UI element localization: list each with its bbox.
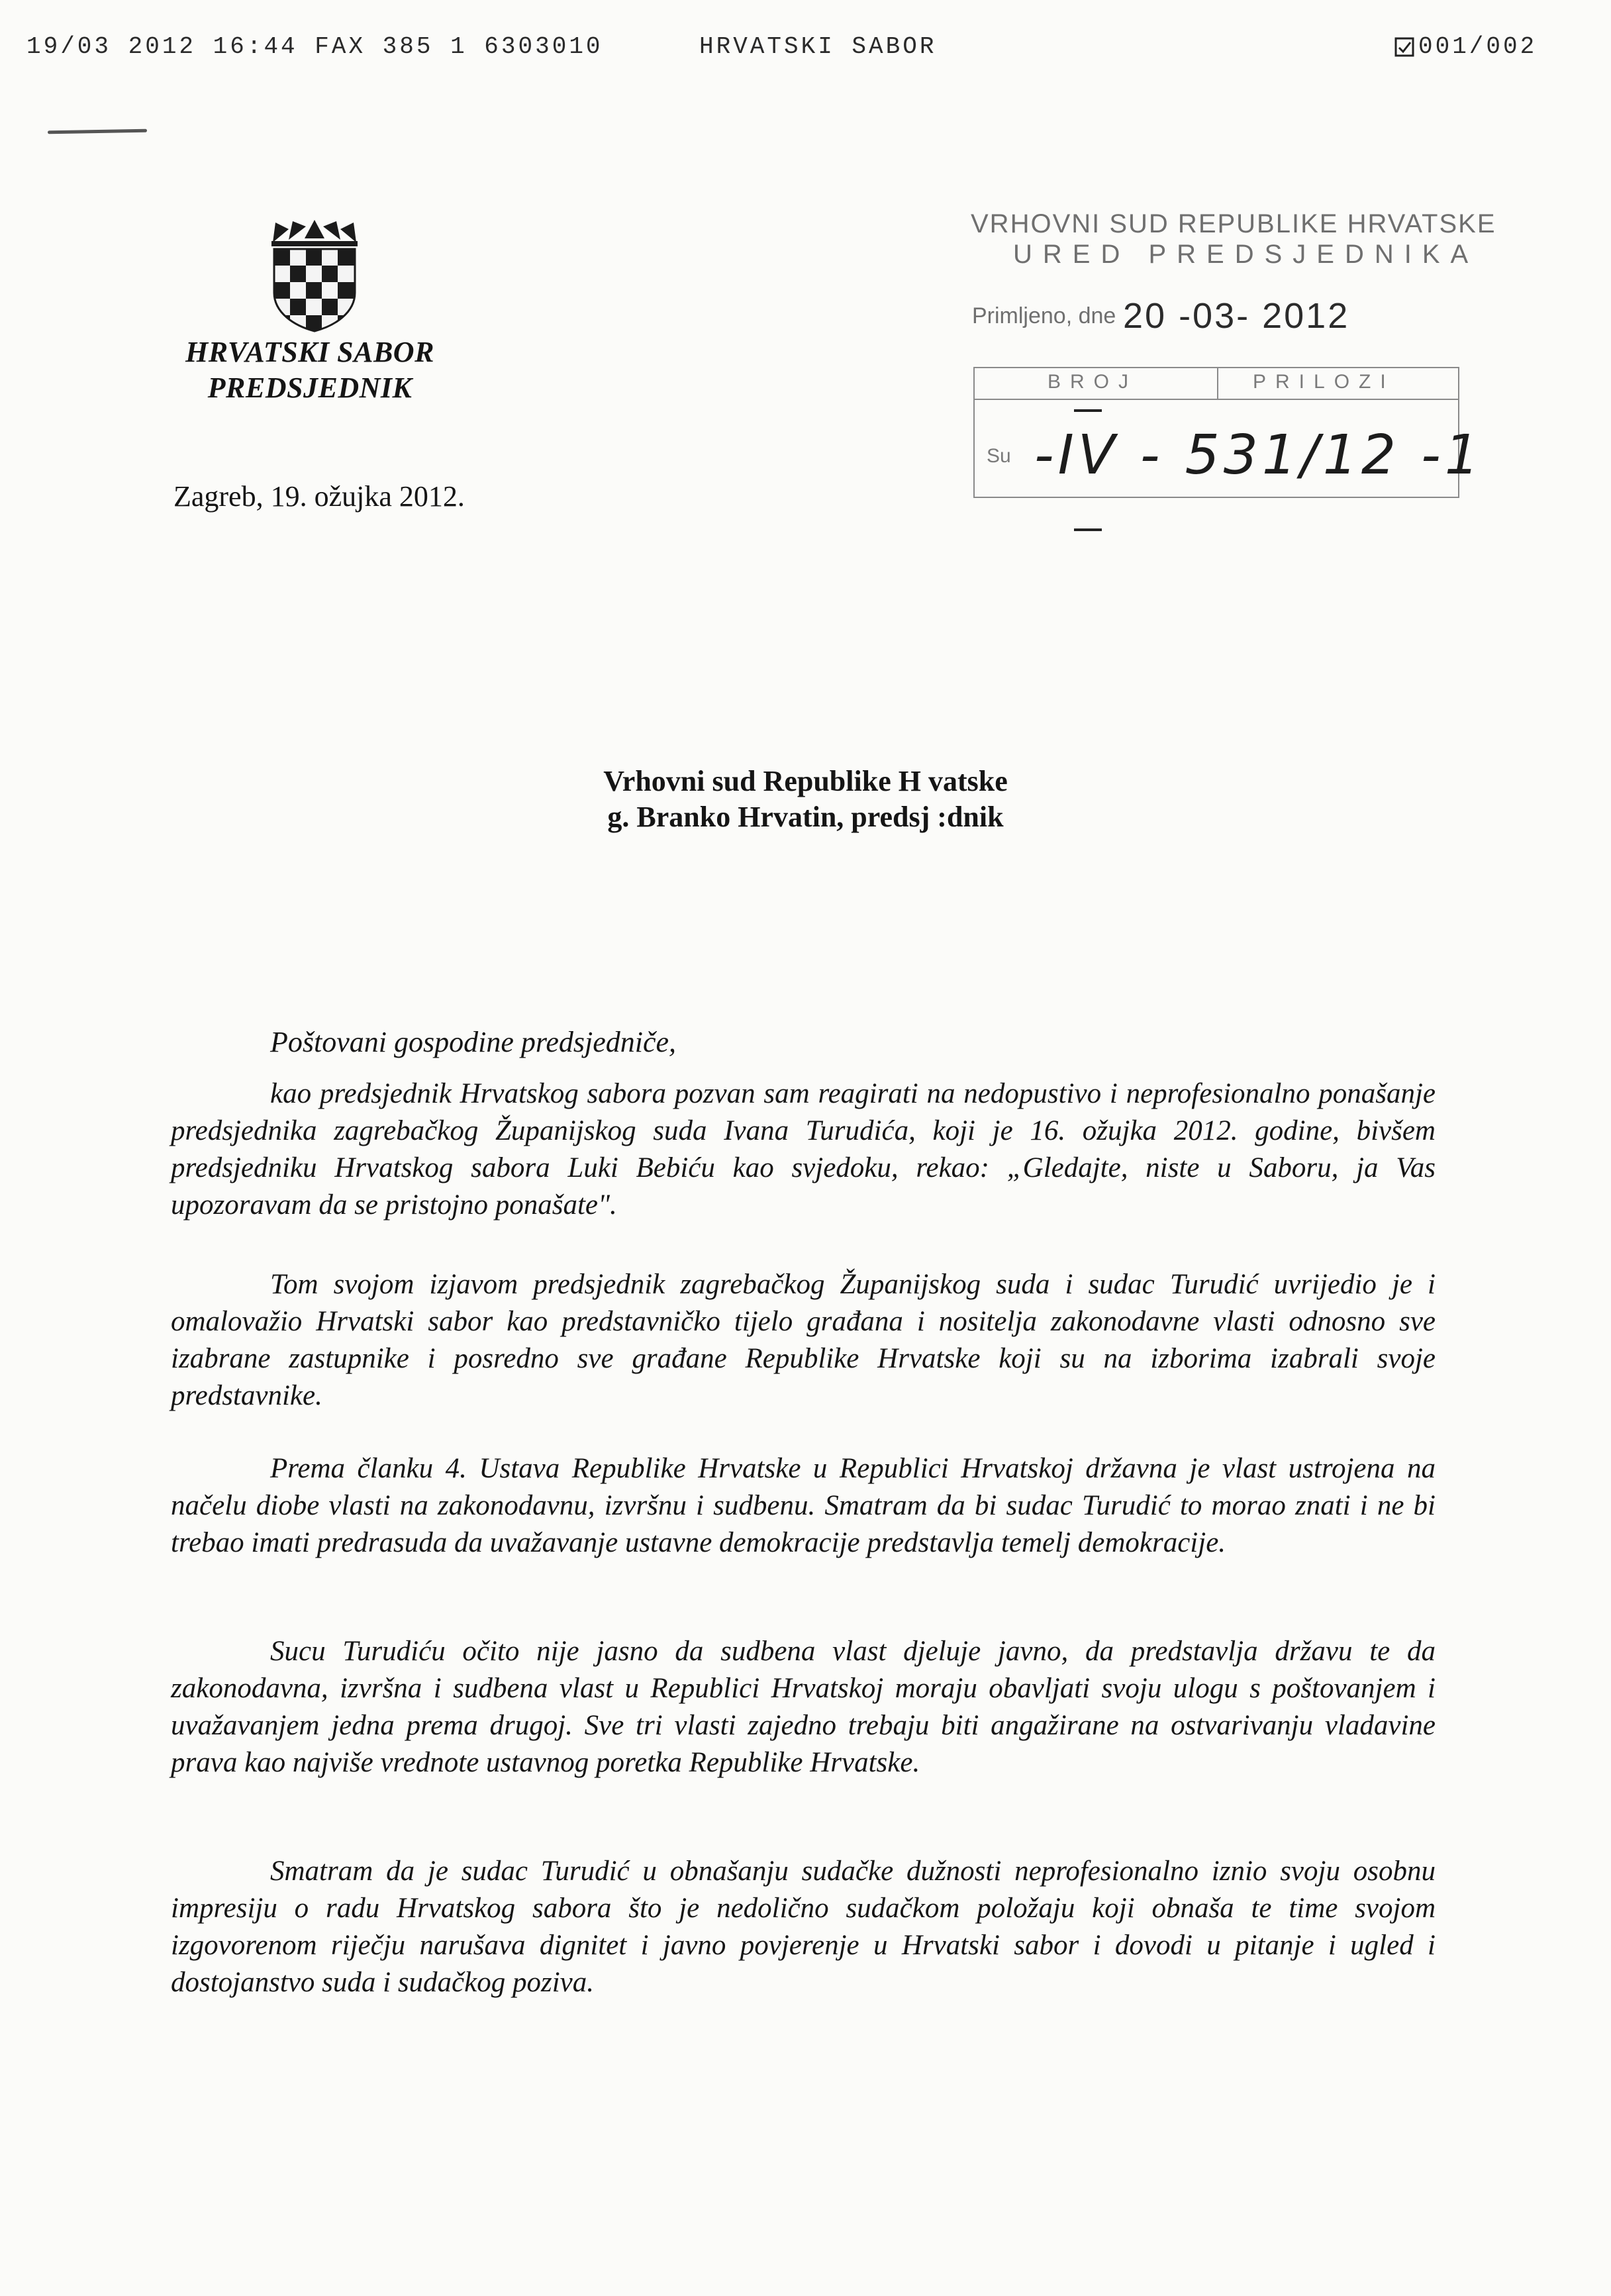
stamp-office-name: URED PREDSJEDNIKA	[1013, 240, 1479, 269]
stamp-box-divider	[1217, 368, 1218, 399]
stamp-col-broj: BROJ	[1048, 371, 1138, 393]
fax-header-center: HRVATSKI SABOR	[699, 33, 937, 60]
body-paragraph-5: Smatram da je sudac Turudić u obnašanju sudačke dužnosti neprofesionalno iznio svoju osobnu impresiju o radu Hrvatskog sabora što je nedolično sudačkom položaju koji obnaša te time svojom izgovorenom riječju narušava dignitet i javno povjerenje u Hrvatski sabor i dovodi u pitanje i ugled i dostojanstvo suda i sudačkog poziva.	[171, 1856, 1436, 1998]
stamp-register-box	[973, 367, 1483, 498]
croatian-coat-of-arms-icon	[269, 220, 360, 332]
fax-header-page	[1394, 33, 1537, 60]
stamp-handwritten-number: -IV - 531/12 -1	[1034, 424, 1483, 487]
body-paragraph-1: kao predsjednik Hrvatskog sabora pozvan sam reagirati na nedopustivo i neprofesionalno ponašanje predsjednika zagrebačkog Županijskog suda Ivana Turudića, koji je 16. ožujka 2012. godine, bivšem predsjedniku Hrvatskog sabora Luki Bebiću kao svjedoku, rekao: „Gledajte, niste u Saboru, ja Vas upozoravam da se pristojno ponašate".	[171, 1078, 1436, 1221]
stamp-pen-strokes	[1073, 397, 1126, 543]
scan-mark	[48, 129, 147, 134]
stamp-received-label: Primljeno, dne	[972, 303, 1116, 328]
fax-page-number: 001/002	[1418, 33, 1538, 60]
body-paragraph-4: Sucu Turudiću očito nije jasno da sudbena vlast djeluje javno, da predstavlja državu te da zakonodavna, izvršna i sudbena vlast u Republici Hrvatskoj moraju obavljati svoju ulogu s poštovanjem i uvažavanjem jedna prema drugoj. Sve tri vlasti zajedno trebaju biti angažirane na ostvarivanju vladavine prava kao najviše vrednote ustavnog poretka Republike Hrvatske.	[171, 1636, 1436, 1778]
stamp-col-prilozi: PRILOZI	[1253, 371, 1395, 393]
salutation: Poštovani gospodine predsjedniče,	[270, 1026, 677, 1058]
stamp-court-name: VRHOVNI SUD REPUBLIKE HRVATSKE	[971, 209, 1496, 238]
date-line: Zagreb, 19. ožujka 2012.	[173, 480, 465, 513]
letterhead-subtitle: PREDSJEDNIK	[207, 372, 413, 404]
fax-checkbox-icon	[1394, 37, 1414, 57]
letterhead-title: HRVATSKI SABOR	[185, 336, 434, 368]
addressee-person: g. Branko Hrvatin, predsj :dnik	[607, 801, 1004, 833]
stamp-su-label: Su	[987, 445, 1011, 467]
addressee-institution: Vrhovni sud Republike H vatske	[603, 765, 1008, 797]
body-paragraph-2: Tom svojom izjavom predsjednik zagrebačkog Županijskog suda i sudac Turudić uvrijedio je i omalovažio Hrvatski sabor kao predstavničko tijelo građana i nositelja zakonodavne vlasti odnosno sve izabrane zastupnike i posredno sve građane Republike Hrvatske koji su na izborima izabrali svoje predstavnike.	[171, 1269, 1436, 1411]
stamp-received-date: 20 -03- 2012	[1123, 296, 1350, 336]
body-paragraph-3: Prema članku 4. Ustava Republike Hrvatske u Republici Hrvatskoj državna je vlast ustrojena na načelu diobe vlasti na zakonodavnu, izvršnu i sudbenu. Smatram da bi sudac Turudić to morao znati i ne bi trebao imati predrasuda da uvažavanje ustavne demokracije predstavlja temelj demokracije.	[171, 1453, 1436, 1558]
fax-header-left: 19/03 2012 16:44 FAX 385 1 6303010	[26, 33, 603, 60]
